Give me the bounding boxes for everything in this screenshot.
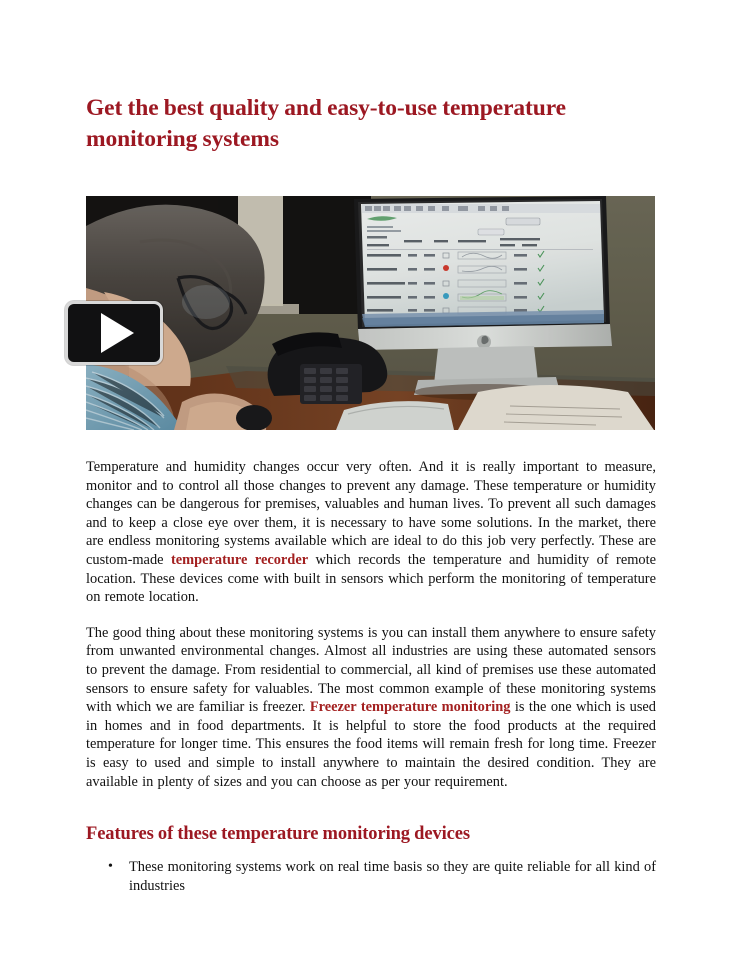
paragraph-1-text-after-link: which records the temperature and humidity of remote location. These devices come with built in sensors which perform the monitoring of temperature on remote location. — [86, 551, 656, 606]
play-icon — [101, 313, 134, 353]
video-thumbnail-image — [86, 196, 655, 430]
freezer-temperature-monitoring-link[interactable]: Freezer temperature monitoring — [309, 699, 511, 716]
bullet-icon: • — [108, 859, 113, 875]
list-item-label: These monitoring systems work on real time basis so they are quite reliable for all kind of industries — [129, 859, 656, 894]
paragraph-2 — [86, 624, 656, 791]
document-content-column — [86, 0, 656, 895]
play-button[interactable] — [65, 301, 163, 365]
video-embed[interactable] — [86, 196, 655, 430]
paragraph-1 — [86, 458, 656, 607]
paragraph-1-text-before-link: Temperature and humidity changes occur very often. And it is really important to measure, monitor and to control all those changes to prevent any damage. These temperature or humidity changes can be dangerous for premises, valuables and human lives. To prevent all such damages and to keep a close eye over them, it is necessary to have some solutions. In the market, there are endless monitoring systems available which are ideal to do this job very perfectly. These are custom-made — [86, 459, 656, 568]
features-heading: Features of these temperature monitoring devices — [86, 824, 470, 845]
paragraph-2-text-before-link: The good thing about these monitoring systems is you can install them anywhere to ensure safety from unwanted environmental changes. Almost all industries are using these automated sensors to prevent the damage. From residential to commercial, all kind of premises use these automated sensors to ensure safety for valuables. The most common example of these monitoring systems with which we are familiar is freezer. — [86, 624, 656, 716]
features-list — [86, 858, 656, 895]
page-title: Get the best quality and easy-to-use temperature monitoring systems — [86, 95, 566, 152]
paragraph-2-text-after-link: is the one which is used in homes and in food departments. It is helpful to store the food products at the required temperature for longer time. This ensures the food items will remain fresh for long time. Freezer is easy to used and simple to install anywhere to maintain the desired condition. They are available in plenty of sizes and you can choose as per your requirement. — [86, 699, 656, 790]
list-item — [86, 858, 656, 895]
temperature-recorder-link[interactable]: temperature recorder — [170, 551, 309, 568]
